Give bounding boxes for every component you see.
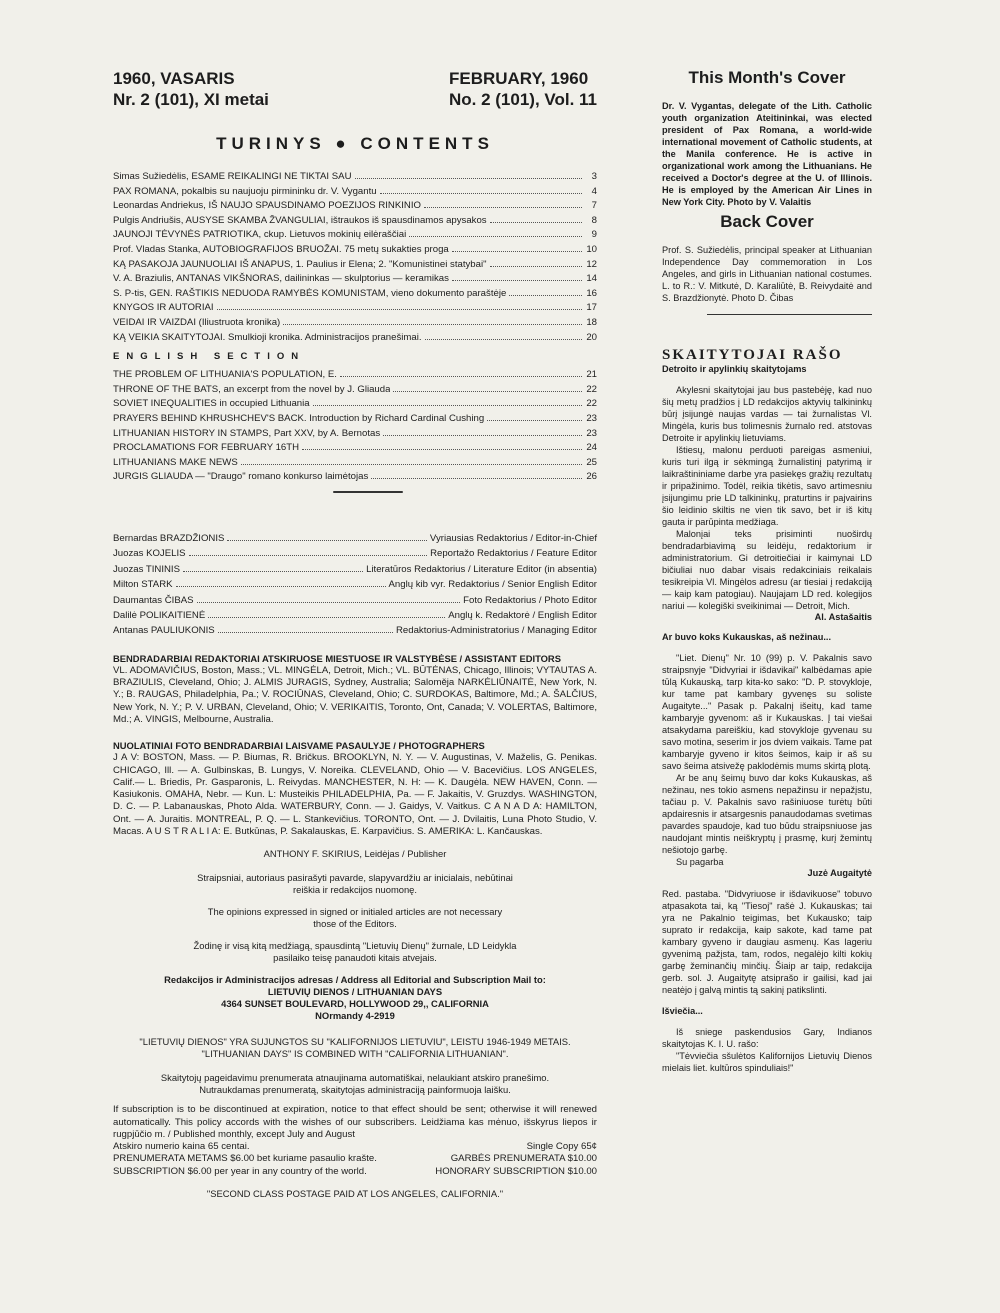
signature: Juzė Augaitytė [807,868,872,878]
staff-value: Anglų k. Redaktorė / English Editor [448,609,597,621]
divider-swash [333,491,403,493]
toc-title: Prof. Vladas Stanka, AUTOBIOGRAFIJOS BRUOŽAI. 75 metų sukakties proga [113,243,449,255]
staff-value: Redaktorius-Administratorius / Managing Editor [395,625,597,637]
english-toc-entry [113,427,597,442]
staff-value: Reportažo Redaktorius / Feature Editor [430,548,597,560]
toc-entry [113,228,597,243]
staff-entry [113,546,597,561]
toc-value: 9 [591,229,597,241]
english-section-heading: ENGLISH SECTION [113,351,306,363]
back-cover-title: Back Cover [720,212,814,231]
dot-leader [490,266,583,267]
dot-leader [217,309,582,310]
english-toc-entry [113,441,597,456]
toc-entry [113,272,597,287]
merger-en: "LITHUANIAN DAYS" IS COMBINED WITH "CALIFORNIA LITHUANIAN". [201,1048,509,1060]
masthead-column [113,68,597,1200]
subscription-policy: If subscription is to be discontinued at expiration, notice to that effect should be sent; otherwise it will renewed automatically. This policy accords with the wishes of our subscribers. Leidžiama kas mėnuo, išskyrus liepos ir rugpjūčio m. / Published monthly, except July and August [113,1104,597,1140]
readers-subtitle: Detroito ir apylinkių skaitytojams [662,364,807,374]
toc-title: Pulgis Andriušis, AUSYSE SKAMBA ŽVANGULIAI, ištraukos iš spausdinamos apysakos [113,214,487,226]
renewal-2: Nutraukdamas prenumeratą, skaitytojas administraciją painformuoja laišku. [199,1084,511,1096]
subscription-lt: PRENUMERATA METAMS $6.00 bet kuriame pasaulio krašte. [113,1153,377,1165]
toc-entry [113,287,597,302]
staff-entry [113,531,597,546]
toc-value: 3 [591,171,597,182]
dot-leader [452,251,582,252]
readers-title: SKAITYTOJAI RAŠO [662,347,843,363]
staff-title: Daumantas ČIBAS [113,594,194,606]
staff-value: Anglų kib vyr. Redaktorius / Senior English Editor [388,579,597,591]
address-street: 4364 SUNSET BOULEVARD, HOLLYWOOD 29,, CALIFORNIA [221,998,489,1010]
toc-title: KNYGOS IR AUTORIAI [113,302,214,314]
dot-leader [227,540,426,541]
english-toc-title: PRAYERS BEHIND KHRUSHCHEV'S BACK. Introduction by Richard Cardinal Cushing [113,412,485,424]
toc-entry [113,170,597,185]
dot-leader [452,280,582,281]
english-toc-entry [113,383,597,398]
contents-title: TURINYS ● CONTENTS [216,134,494,153]
toc-entry [113,331,597,346]
staff-entry [113,608,597,623]
dot-leader [424,207,582,208]
assistant-editors-list: VL. ADOMAVIČIUS, Boston, Mass.; VL. MINGĖLA, Detroit, Mich.; VL. BŪTĖNAS, Chicago, Illinois; VYTAUTAS A. BRAZIULIS, Cleveland, Ohio; J. ALMIS JURAGIS, Sydney, Australia; Saloměja NARKĖLIŪNAITĖ, New York, N. Y.; B. RAUGAS, Philadelphia, Pa.; V. ROCIŪNAS, Cleveland, Ohio; C. SURDOKAS, Baltimore, Md.; A. ŠALČIUS, New York, N. Y.; P. V. URBAN, Cleveland, Ohio; V. VERIKAITIS, Toronto, Ont, Canada; V. VOLERTAS, Baltimore, Md.; A. VINGIS, Melbourne, Australia. [113,664,597,725]
address-label: Redakcijos ir Administracijos adresas / Address all Editorial and Subscription Mail to: [164,974,546,986]
toc-value: 4 [591,185,597,197]
staff-entry [113,577,597,592]
subscription-en: SUBSCRIPTION $6.00 per year in any country of the world. [113,1165,367,1177]
postage-line: "SECOND CLASS POSTAGE PAID AT LOS ANGELES, CALIFORNIA." [206,1188,504,1200]
cover-title: This Month's Cover [688,68,846,87]
price-row [113,1141,597,1153]
address-phone: NOrmandy 4-2919 [315,1010,395,1022]
letter-heading: Išviečia... [662,1006,703,1016]
dot-leader [425,339,582,340]
volume-en: No. 2 (101), Vol. 11 [448,90,597,109]
staff-entry [113,593,597,608]
toc-value: 17 [586,302,597,314]
toc-value: 16 [586,287,597,299]
english-toc-value: 26 [586,471,597,483]
toc-value: 10 [586,243,597,255]
toc-title: V. A. Braziulis, ANTANAS VIKŠNORAS, dailininkas — skulptorius — keramikas [113,273,449,285]
english-toc-value: 25 [586,456,597,468]
honorary-en: HONORARY SUBSCRIPTION $10.00 [435,1165,597,1177]
english-contents [113,368,597,485]
toc-value: 8 [591,214,597,226]
dot-leader [371,478,582,479]
subscription-row-2 [113,1166,597,1178]
toc-value: 20 [586,331,597,343]
dot-leader [340,376,582,377]
staff-title: Juozas TININIS [113,563,181,575]
toc-title: PAX ROMANA, pokalbis su naujuoju pirmininku dr. V. Vygantu [113,185,377,197]
dot-leader [241,464,582,465]
sidebar-column [662,68,872,1074]
toc-title: KĄ VEIKIA SKAITYTOJAI. Smulkioji kronika. Administracijos pranešimai. [113,331,422,343]
publisher-line: ANTHONY F. SKIRIUS, Leidėjas / Publisher [263,848,447,860]
readers-paragraph: Su pagarba [676,857,724,867]
dot-leader [383,435,582,436]
staff-title: Juozas KOJELIS [113,548,186,560]
photographers-heading: NUOLATINIAI FOTO BENDRADARBIAI LAISVAME PASAULYJE / PHOTOGRAPHERS [113,740,485,752]
note-rights: Žodinę ir visą kitą medžiagą, spausdintą "Lietuvių Dienų" žurnale, LD Leidykla pasilaiko teisę panaudoti kitais atvejais. [193,940,517,964]
editor-note: Red. pastaba. "Didvyriuose ir išdavikuose" tobuvo atpasakota tai, ką "Tiesoj" rašė J. Kukauskas; tai yra ne Pakalnio teigimas, bet Kukausko; taip suprato ir redakcija, kaip sakote, kad tame pat kambary gyveno ir daugiau asmenų. Kas lageriu gyvenimą pažįsta, tam, rodos, negalėjo kilti kokių garbę žeminančių minčių. Šiaip ar taip, redakcija gerb. sol. J. Augaitytę atsiprašo ir gailisi, kad jai neatėjo į galvą mintis tą sakinį patikslinti. [662,889,872,995]
english-toc-title: SOVIET INEQUALITIES in occupied Lithuania [113,398,310,410]
english-toc-title: JURGIS GLIAUDA — "Draugo" romano konkurso laimėtojas [113,471,369,483]
toc-title: JAUNOJI TĖVYNĖS PATRIOTIKA, ckup. Lietuvos mokinių eilėraščiai [113,229,407,241]
assistant-editors-heading: BENDRADARBIAI REDAKTORIAI ATSKIRUOSE MIESTUOSE IR VALSTYBĖSE / ASSISTANT EDITORS [113,652,561,664]
readers-paragraph: Ar be anų šeimų buvo dar koks Kukauskas, aš nežinau, nes tokio asmens nepažinsu ir nepažįstu, tačiau p. V. Pakalnis savo rašiniuose turėtų būti apdairesnis ir atsargesnis panaudodamas svetimas pavardes spaudoje, kad tuo būdu straipsniuose jas naudojant mintis neiškryptų į prasmę, kurį žemintų nešiotojo garbę. [662,773,872,855]
english-toc-value: 22 [586,398,597,410]
dot-leader [302,449,582,450]
dot-leader [183,571,363,572]
english-toc-title: THRONE OF THE BATS, an excerpt from the novel by J. Gliauda [113,383,391,395]
dot-leader [409,236,582,237]
note-lt: Straipsniai, autoriaus pasirašyti pavarde, slapyvardžiu ar inicialais, nebūtinai reiškia ir redakcijos nuomonę. [197,872,513,896]
address-name: LIETUVIŲ DIENOS / LITHUANIAN DAYS [267,986,443,998]
dot-leader [176,586,386,587]
staff-title: Bernardas BRAZDŽIONIS [113,532,225,544]
issue-lt [113,68,269,110]
english-toc-value: 23 [586,412,597,424]
readers-paragraph: Iš sniege paskendusios Gary, Indianos skaitytojas K. I. U. rašo: [662,1027,872,1049]
toc-entry [113,258,597,273]
dot-leader [208,617,445,618]
readers-paragraph: Akylesni skaitytojai jau bus pastebėję, kad nuo šių metų pradžios į LD redakcijos aktyvių talkininkų būrį įsijungė naujas vardas — tai žurnalistas Vl. Mingėla, kuris bus tolimesnis žurnalo red. atstovas Detroite ir apylinkių lietuviams. [662,385,872,443]
dot-leader [313,405,582,406]
staff-value: Foto Redaktorius / Photo Editor [463,594,597,606]
dot-leader [509,295,582,296]
toc-value: 18 [586,316,597,328]
date-lt: 1960, VASARIS [113,69,235,88]
english-toc-title: LITHUANIANS MAKE NEWS [113,456,238,468]
toc-entry [113,214,597,229]
toc-title: Leonardas Andriekus, IŠ NAUJO SPAUSDINAMO POEZIJOS RINKINIO [113,200,421,212]
signature: Al. Astašaitis [814,612,872,622]
staff-title: Dalilė POLIKAITIENĖ [113,609,206,621]
issue-en [449,68,597,110]
toc-value: 14 [586,273,597,285]
cover-caption: Dr. V. Vygantas, delegate of the Lith. Catholic youth organization Ateitininkai, was elected president of Pax Romana, a world-wide international movement of Catholic students, at the Manila conference. He is active in organizational work among the Lithuanians. He received a Doctor's degree at the U. of Illinois. He is employed by the American Air Lines in New York City. Photo by V. Valaitis [662,101,872,207]
english-toc-value: 21 [586,369,597,381]
subscription-row-1 [113,1153,597,1165]
price-lt: Atskiro numerio kaina 65 centai. [113,1141,250,1153]
volume-lt: Nr. 2 (101), XI metai [113,90,269,109]
english-toc-title: PROCLAMATIONS FOR FEBRUARY 16TH [113,442,300,454]
renewal-1: Skaitytojų pageidavimu prenumerata atnaujinama automatiškai, nelaukiant atskiro pranešimo. [160,1072,550,1084]
editorial-staff [113,531,597,639]
readers-paragraph: "Liet. Dienų" Nr. 10 (99) p. V. Pakalnis savo straipsnyje "Didvyriai ir išdavikai" kalbėdamas apie tūlą Kukauską, tarp kita-ko sako: "D. P. stovykloje, kur tame pat kambary gyvenęs su soliste Augaityte..." Pasak p. Pakalnį išeitų, kad tame kambaryje gyvenom: aš ir Kukauskas. Į tai viešai atsakydama pareiškiu, kad stovykloje gyvenau su savo motina, seserim ir jos dviem vaikais. Tame pat kambaryje gyveno ir kitos šeimos, kaip ir aš su savo šeima atsivežę paklodėmis mums skirtą plotą. [662,653,872,771]
date-en: FEBRUARY, 1960 [448,69,589,88]
english-toc-entry [113,470,597,485]
toc-entry [113,185,597,200]
readers-paragraph: Malonįai teks prisiminti nuoširdų bendradarbiavimą su leidėju, redaktorium ir administratorium. Gi detroitiečiai ir kaimynai LD bičiuliai nuo dabar visais redakciniais reikalais tesikreipia Vl. Mingėlos adresu (ar tiesiai į redakciją — kaip kam patogiau). Naujajam LD red. kolegijos nariui — kolegiški sveikinimai — Detroit, Mich. [662,529,872,611]
dot-leader [218,632,393,633]
staff-entry [113,562,597,577]
table-of-contents [113,170,597,345]
dot-leader [393,391,582,392]
staff-title: Milton STARK [113,579,173,591]
dot-leader [283,324,582,325]
toc-value: 12 [586,258,597,270]
readers-paragraph: "Tėvviečia sšulėtos Kalifornijos Lietuvių Dienos mielais liet. kultūros spinduliais!" [662,1051,872,1073]
english-toc-entry [113,368,597,383]
toc-entry [113,199,597,214]
toc-title: S. P-tis, GEN. RAŠTIKIS NEDUODA RAMYBĖS KOMUNISTAM, vieno dokumento paraštėje [113,287,507,299]
issue-header [113,68,597,114]
staff-title: Antanas PAULIUKONIS [113,625,215,637]
english-toc-value: 24 [586,442,597,454]
staff-value: Literatūros Redaktorius / Literature Editor (in absentia) [366,563,597,575]
english-toc-title: THE PROBLEM OF LITHUANIA'S POPULATION, E. [113,369,337,381]
english-toc-value: 23 [586,427,597,439]
photographers-list: J A V: BOSTON, Mass. — P. Biumas, R. Bričkus. BROOKLYN, N. Y. — V. Augustinas, V. Maželis, G. Penikas. CHICAGO, Ill. — A. Gulbinskas, B. Lungys, V. Noreika. CLEVELAND, Ohio — V. Bacevičius. LOS ANGELES, Calif.— L. Briedis, Pr. Gasparonis, L. Reivydas. MANCHESTER, N. H: — K. Daugėla. NEW HAVEN, Conn. — Kasiukonis. OMAHA, Nebr. — Kun. L: Musteikis PHILADELPHIA, Pa. — F. Jakaitis, V. Gruzdys. WASHINGTON, D. C. — P. Labanauskas, Photo Alda. WATERBURY, Conn. — J. Gaidys, V. Vaitkus. C A N A D A: HAMILTON, Ont. — A. Juraitis. MONTREAL, P. Q. — L. Stankevičius. TORONTO, Ont. — J. Dvilaitis, Luna Photo Studio, V. Macas. A U S T R A L I A: E. Butkūnas, P. Sakalauskas, E. Karpavičius. S. AMERIKA: L. Kančauskas. [113,752,597,837]
english-toc-value: 22 [586,383,597,395]
readers-paragraph: Ištiesų, malonu perduoti pareigas asmeniui, kuris turi ilgą ir sėkmingą žurnalistinį patyrimą ir laikraštininiame darbe yra pasiekęs gražių rezultatų ir pripažinimo. Todėl, reikia tikėtis, savo artimesniu įsijungimu prie LD talkininkų, praturtins ir pajvairins šio leidinio skiltis ne vien tik savo, bet ir iš kitų gauta ir parūpinta medžiaga. [662,445,872,527]
toc-entry [113,316,597,331]
staff-entry [113,623,597,638]
merger-lt: "LIETUVIŲ DIENOS" YRA SUJUNGTOS SU "KALIFORNIJOS LIETUVIU", LEISTU 1946-1949 METAIS. [139,1036,571,1048]
toc-entry [113,301,597,316]
english-toc-entry [113,412,597,427]
english-toc-entry [113,397,597,412]
dot-leader [355,178,583,179]
toc-entry [113,243,597,258]
price-en: Single Copy 65¢ [526,1141,597,1153]
toc-title: VEIDAI IR VAIZDAI (Iliustruota kronika) [113,316,281,328]
divider-rule [707,314,872,315]
letter-heading: Ar buvo koks Kukauskas, aš nežinau... [662,632,832,642]
back-cover-caption: Prof. S. Sužiedėlis, principal speaker at Lithuanian Independence Day commemoration in Los Angeles, and girls in Lithuanian national costumes. L. to R.: V. Mitkutė, D. Karaliūtė, B. Reivydaitė and S. Brazdžionytė. Photo D. Čibas [662,245,872,303]
toc-title: KĄ PASAKOJA JAUNUOLIAI IŠ ANAPUS, 1. Paulius ir Elena; 2. "Komunistinei statybai" [113,258,487,270]
dot-leader [189,555,428,556]
note-en: The opinions expressed in signed or initialed articles are not necessary those of the Editors. [207,906,503,930]
toc-value: 7 [591,200,597,212]
dot-leader [487,420,582,421]
dot-leader [197,602,461,603]
english-toc-entry [113,456,597,471]
dot-leader [380,193,582,194]
dot-leader [490,222,582,223]
honorary-lt: GARBĖS PRENUMERATA $10.00 [450,1153,597,1165]
english-toc-title: LITHUANIAN HISTORY IN STAMPS, Part XXV, by A. Bernotas [113,427,381,439]
staff-value: Vyriausias Redaktorius / Editor-in-Chief [429,532,597,544]
toc-title: Simas Sužiedėlis, ESAME REIKALINGI NE TIKTAI SAU [113,171,352,182]
